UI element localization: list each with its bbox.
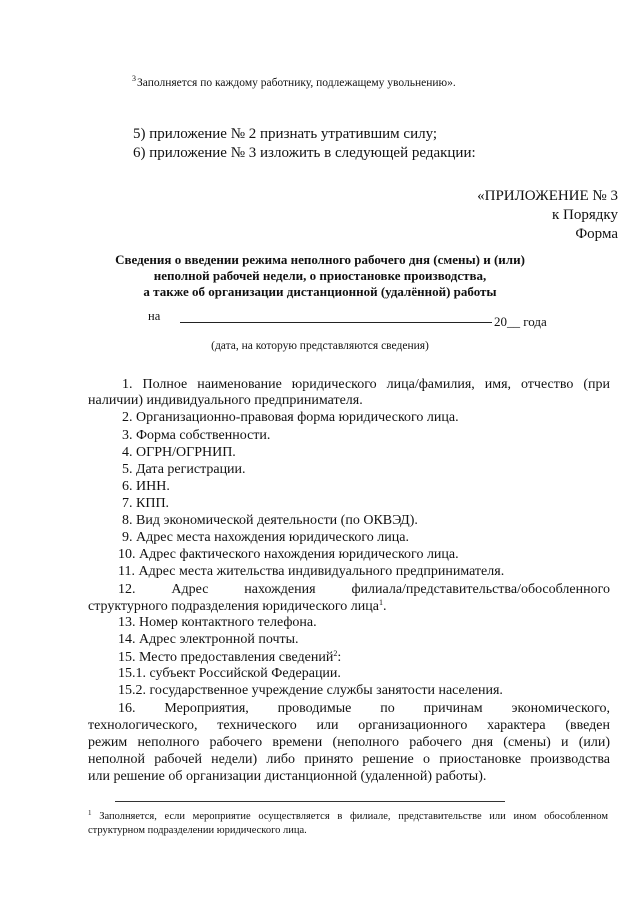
- footnote-divider: [115, 801, 505, 802]
- list-item-13: 13. Номер контактного телефона.: [118, 615, 317, 630]
- list-item-12: 12. Адрес нахождения филиала/представительства/обособленного: [118, 582, 610, 597]
- form-title-line-2: неполной рабочей недели, о приостановке производства,: [153, 268, 487, 283]
- list-item-9: 9. Адрес места нахождения юридического лица.: [122, 530, 409, 545]
- list-item-3: 3. Форма собственности.: [122, 428, 271, 443]
- list-item-6: 6. ИНН.: [122, 479, 170, 494]
- intro-item-5: 5) приложение № 2 признать утратившим силу;: [133, 126, 438, 142]
- appendix-title: «ПРИЛОЖЕНИЕ № 3: [477, 188, 618, 204]
- footnote-text: Заполняется по каждому работнику, подлежащему увольнению».: [137, 77, 456, 89]
- list-item-16: 16. Мероприятия, проводимые по причинам экономического,: [118, 701, 610, 716]
- footnote-mark: 1: [88, 809, 92, 817]
- list-item-14: 14. Адрес электронной почты.: [118, 632, 299, 647]
- list-item-12-end: .: [382, 599, 387, 614]
- list-item-1: 1. Полное наименование юридического лица/фамилия, имя, отчество (при: [122, 377, 610, 392]
- top-footnote: [132, 74, 456, 89]
- list-item-2: 2. Организационно-правовая форма юридического лица.: [122, 410, 459, 425]
- footnote-text: Заполняется, если мероприятие осуществляется в филиале, представительстве или ином обособленном структурном подразделении юридического лица.: [88, 811, 608, 836]
- list-item-4: 4. ОГРН/ОГРНИП.: [122, 445, 236, 460]
- appendix-form-label: Форма: [575, 226, 618, 242]
- date-hint: (дата, на которую представляются сведения): [211, 340, 429, 352]
- list-item-12-text: структурного подразделения юридического лица: [88, 599, 379, 614]
- list-item-7: 7. КПП.: [122, 496, 170, 511]
- list-item-8: 8. Вид экономической деятельности (по ОКВЭД).: [122, 513, 418, 528]
- appendix-reference: к Порядку: [552, 207, 618, 223]
- list-item-15-2: 15.2. государственное учреждение службы занятости населения.: [118, 683, 503, 698]
- list-item-10: 10. Адрес фактического нахождения юридического лица.: [118, 547, 459, 562]
- form-title-line-3: а также об организации дистанционной (удалённой) работы: [143, 284, 497, 299]
- list-item-15-1: 15.1. субъект Российской Федерации.: [118, 666, 341, 681]
- list-item-16-line-2: технологического, технического или организационного характера (введен: [88, 718, 610, 733]
- date-prefix: на: [148, 309, 161, 323]
- list-item-15-text: 15. Место предоставления сведений: [118, 650, 334, 665]
- list-item-5: 5. Дата регистрации.: [122, 462, 246, 477]
- list-item-15: [118, 649, 341, 666]
- list-item-12-cont: [88, 598, 386, 615]
- list-item-16-line-5: или решение об организации дистанционной (удаленной) работы).: [88, 769, 487, 784]
- intro-item-6: 6) приложение № 3 изложить в следующей редакции:: [133, 145, 476, 161]
- list-item-15-end: :: [337, 650, 342, 665]
- date-fill-line: [180, 322, 492, 323]
- list-item-11: 11. Адрес места жительства индивидуального предпринимателя.: [118, 564, 505, 579]
- form-title-line-1: Сведения о введении режима неполного рабочего дня (смены) и (или): [115, 252, 525, 267]
- bottom-footnote: [88, 806, 608, 838]
- list-item-16-line-4: неполной рабочей недели) либо принято решение о приостановке производства: [88, 752, 610, 767]
- list-item-1-cont: наличии) индивидуального предпринимателя.: [88, 393, 363, 408]
- footnote-ref-1: 1: [378, 598, 383, 607]
- footnote-ref-2: 2: [333, 649, 338, 658]
- list-item-16-line-3: режим неполного рабочего времени (неполного рабочего дня (смены) и (или): [88, 735, 610, 750]
- footnote-mark: 3: [132, 74, 136, 83]
- date-year-suffix: 20__ года: [494, 314, 547, 329]
